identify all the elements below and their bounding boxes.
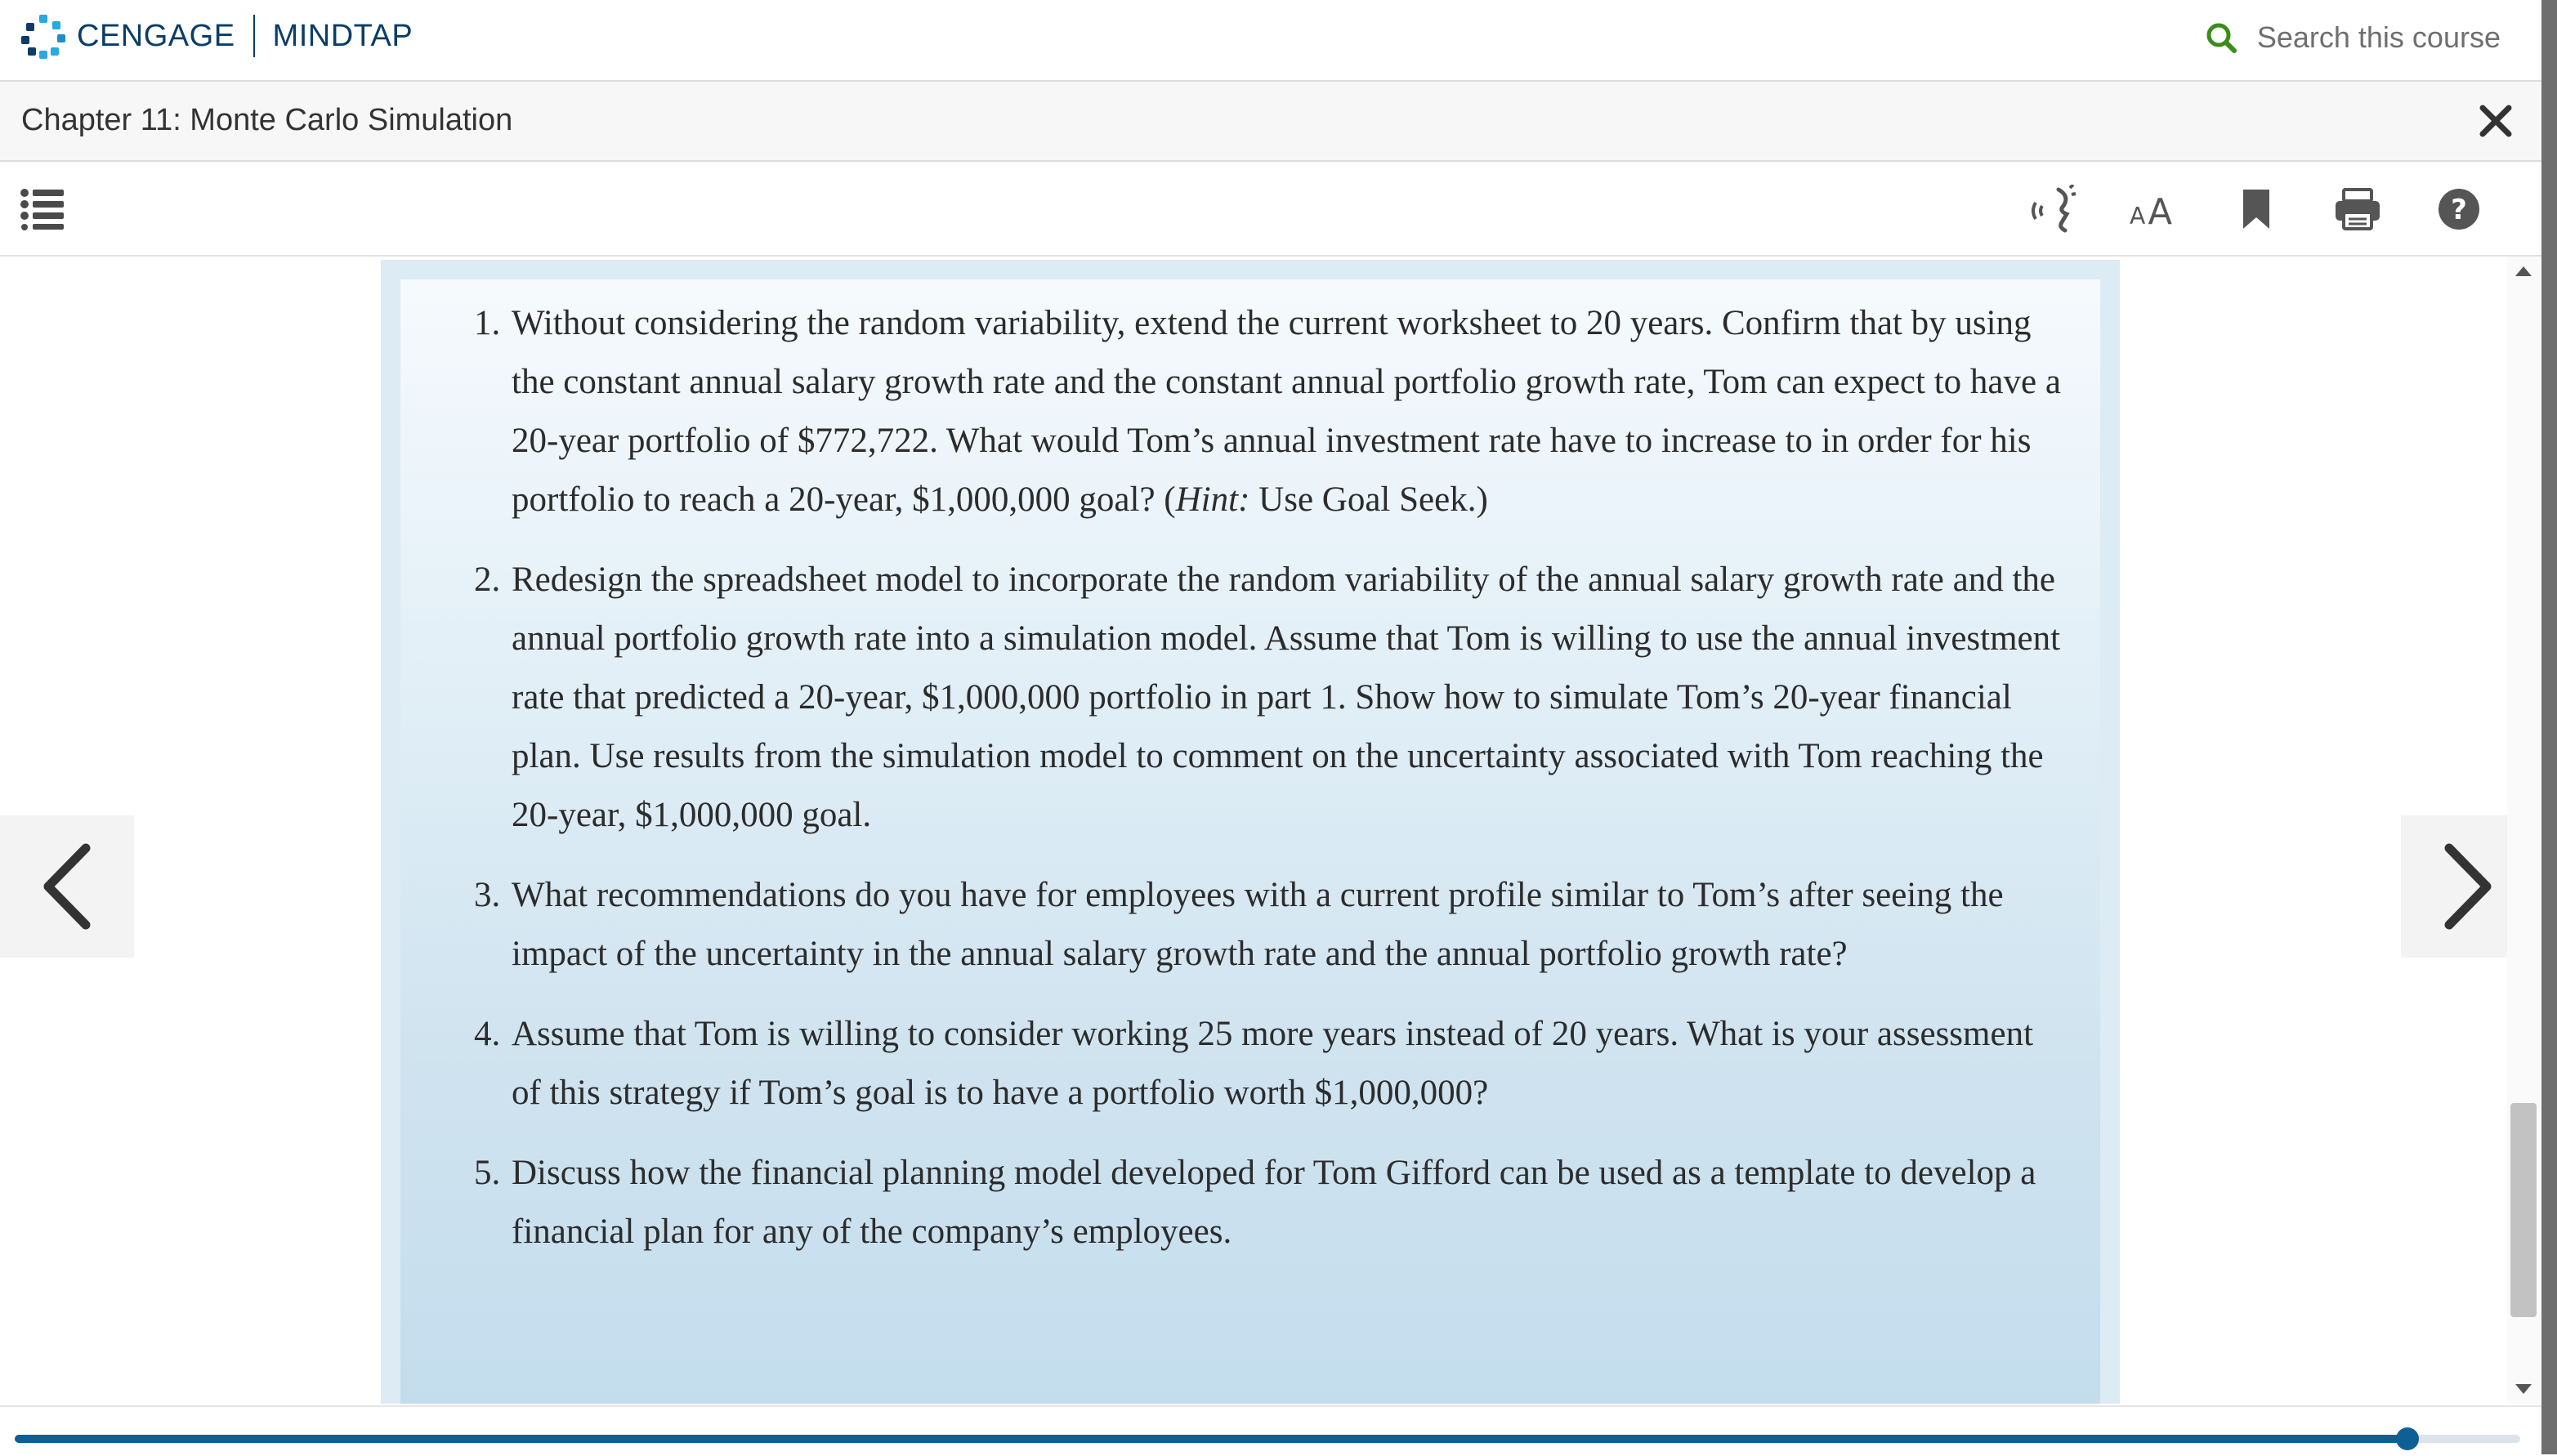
item-number: 3. — [474, 876, 501, 914]
cengage-mindtap-logo[interactable] — [21, 11, 413, 60]
window-edge — [2541, 0, 2557, 1454]
list-item — [474, 1144, 2064, 1262]
bookmark-button[interactable] — [2231, 184, 2282, 234]
scroll-up-arrow-icon[interactable] — [2515, 266, 2532, 276]
table-of-contents-icon — [20, 188, 65, 230]
product-name: MINDTAP — [272, 18, 414, 53]
chapter-title: Chapter 11: Monte Carlo Simulation — [21, 103, 513, 137]
search-icon[interactable] — [2205, 21, 2237, 54]
item-number: 2. — [474, 561, 501, 599]
help-button[interactable] — [2434, 184, 2484, 234]
reading-panel — [381, 260, 2120, 1404]
item-text-italic: Hint: — [1175, 480, 1250, 519]
help-icon — [2438, 188, 2480, 230]
read-aloud-icon — [2031, 185, 2076, 234]
svg-text:A: A — [2130, 202, 2146, 230]
item-text: Discuss how the financial planning model developed for Tom Gifford can be used as a template to develop a financial plan for any of the company’s employees. — [512, 1154, 2036, 1251]
item-number: 1. — [474, 304, 501, 342]
progress-slider-track[interactable] — [15, 1435, 2520, 1443]
text-size-button[interactable] — [2130, 184, 2180, 234]
search-input[interactable]: Search this course — [2256, 20, 2501, 54]
read-aloud-button[interactable] — [2028, 184, 2079, 234]
problem-list — [400, 294, 2064, 1283]
course-search[interactable] — [2205, 13, 2501, 62]
progress-slider-fill — [15, 1435, 2407, 1443]
case-problem-box — [400, 279, 2100, 1404]
chapter-bar — [0, 82, 2541, 162]
top-bar — [0, 0, 2541, 82]
reader-toolbar — [0, 162, 2541, 257]
item-text: Redesign the spreadsheet model to incorporate the random variability of the annual salary growth rate and the annual portfolio growth rate into a simulation model. Assume that Tom is willing to use the annual investment rate that predicted a 20-year, $1,000,000 portfolio in part 1. Show how to simulate Tom’s 20-year financial plan. Use results from the simulation model to comment on the uncertainty associated with Tom reaching the 20-year, $1,000,000 goal. — [512, 561, 2061, 834]
progress-slider-handle[interactable] — [2396, 1427, 2419, 1450]
scrollbar-thumb[interactable] — [2510, 1103, 2537, 1317]
list-item — [474, 294, 2064, 529]
item-text: Assume that Tom is willing to consider working 25 more years instead of 20 years. What is your assessment of this strategy if Tom’s goal is to have a portfolio worth $1,000,000? — [512, 1015, 2034, 1112]
logo-divider — [253, 15, 255, 57]
list-item — [474, 551, 2064, 845]
close-button[interactable] — [2474, 100, 2517, 142]
cengage-logo-icon — [21, 13, 67, 59]
svg-text:A: A — [2148, 191, 2173, 230]
list-item — [474, 866, 2064, 984]
bookmark-icon — [2242, 188, 2271, 230]
scroll-down-arrow-icon[interactable] — [2515, 1384, 2532, 1394]
chevron-left-icon — [38, 842, 96, 931]
chevron-right-icon — [2439, 842, 2497, 931]
item-number: 4. — [474, 1015, 501, 1053]
item-number: 5. — [474, 1154, 501, 1192]
table-of-contents-button[interactable] — [20, 188, 65, 230]
item-text: What recommendations do you have for employees with a current profile similar to Tom’s after seeing the impact of the uncertainty in the annual salary growth rate and the annual portfolio growth rate? — [512, 876, 2004, 973]
content-scrollbar[interactable] — [2507, 257, 2540, 1404]
reading-progress — [0, 1405, 2541, 1456]
print-icon — [2334, 188, 2381, 230]
svg-text:?: ? — [2451, 194, 2467, 226]
previous-page-button[interactable] — [0, 815, 134, 958]
toolbar-tools — [2028, 183, 2484, 235]
brand-name: CENGAGE — [77, 18, 235, 53]
item-text: Without considering the random variability, extend the current worksheet to 20 years. Confirm that by using the constant annual salary growth rate and the constant annual portfolio growth rate, Tom can expect to have a 20-year portfolio of $772,722. What would Tom’s annual investment rate have to increase to in order for his portfolio to reach a 20-year, $1,000,000 goal? ( — [512, 304, 2061, 519]
close-icon — [2479, 105, 2512, 137]
list-item — [474, 1005, 2064, 1123]
item-text: Use Goal Seek.) — [1249, 480, 1488, 519]
text-size-icon — [2130, 189, 2180, 230]
print-button[interactable] — [2332, 184, 2383, 234]
